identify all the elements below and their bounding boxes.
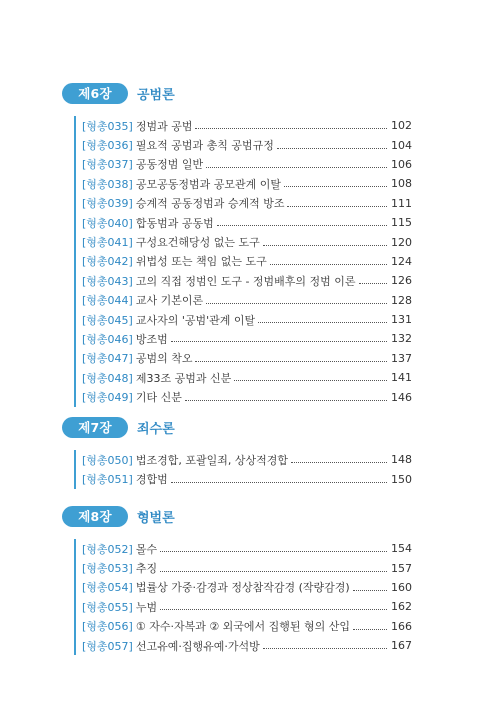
entry-page: 137: [391, 351, 412, 365]
entry-page: 132: [391, 332, 412, 346]
dot-leader: [195, 361, 387, 362]
entry-page: 160: [391, 580, 412, 594]
chapter-header: [62, 416, 412, 438]
entry-code: [형총050]: [82, 453, 133, 467]
entry-code: [형총040]: [82, 216, 133, 230]
dot-leader: [185, 400, 387, 401]
toc-entry[interactable]: [82, 636, 412, 655]
chapter-label: 제8장: [62, 506, 128, 527]
toc-entry[interactable]: [82, 539, 412, 558]
entry-title: 위법성 또는 책임 없는 도구: [135, 255, 267, 269]
toc-entries: [74, 539, 412, 655]
entry-title: 방조범: [135, 332, 168, 346]
toc-entry[interactable]: [82, 349, 412, 368]
entry-code: [형총055]: [82, 600, 133, 614]
toc-entry[interactable]: [82, 310, 412, 329]
dot-leader: [353, 629, 387, 630]
entry-page: 148: [391, 453, 412, 467]
entry-page: 154: [391, 542, 412, 556]
dot-leader: [258, 322, 387, 323]
entry-code: [형총051]: [82, 473, 133, 487]
chapter-header: [62, 505, 412, 527]
entry-title: 공동정범 일반: [135, 158, 204, 172]
entry-code: [형총042]: [82, 255, 133, 269]
chapter-title: 형벌론: [137, 510, 175, 526]
entry-title: 몰수: [135, 542, 158, 556]
entry-page: 115: [391, 216, 412, 230]
entry-title: 공모공동정범과 공모관계 이탈: [135, 177, 281, 191]
dot-leader: [171, 482, 387, 483]
entry-page: 146: [391, 390, 412, 404]
dot-leader: [160, 551, 387, 552]
entry-title: 법률상 가중·감경과 정상참작감경 (작량감경): [135, 581, 350, 595]
entry-title: 공범의 착오: [135, 352, 193, 366]
dot-leader: [291, 462, 387, 463]
entry-page: 124: [391, 254, 412, 268]
entry-page: 102: [391, 119, 412, 133]
entry-page: 106: [391, 157, 412, 171]
entry-page: 128: [391, 293, 412, 307]
toc-entry[interactable]: [82, 387, 412, 406]
toc-entry[interactable]: [82, 271, 412, 290]
dot-leader: [234, 380, 387, 381]
toc-entry[interactable]: [82, 450, 412, 469]
toc-entries: [74, 450, 412, 489]
entry-title: 구성요건해당성 없는 도구: [135, 236, 260, 250]
entry-title: 승계적 공동정범과 승계적 방조: [135, 197, 285, 211]
entry-page: 104: [391, 138, 412, 152]
toc-entry[interactable]: [82, 368, 412, 387]
entry-code: [형총038]: [82, 177, 133, 191]
dot-leader: [270, 264, 387, 265]
dot-leader: [206, 167, 387, 168]
dot-leader: [353, 590, 387, 591]
entry-page: 108: [391, 177, 412, 191]
entry-code: [형총047]: [82, 352, 133, 366]
entry-title: 정범과 공범: [135, 119, 193, 133]
entry-code: [형총044]: [82, 294, 133, 308]
entry-code: [형총056]: [82, 620, 133, 634]
dot-leader: [171, 341, 387, 342]
toc-entry[interactable]: [82, 135, 412, 154]
entry-title: 교사 기본이론: [135, 294, 204, 308]
dot-leader: [359, 283, 387, 284]
entry-title: 제33조 공범과 신분: [135, 371, 232, 385]
toc-entry[interactable]: [82, 155, 412, 174]
entry-title: 필요적 공범과 총칙 공범규정: [135, 139, 274, 153]
entry-title: 누범: [135, 600, 158, 614]
entry-code: [형총035]: [82, 119, 133, 133]
entry-title: 경합범: [135, 473, 168, 487]
entry-page: 126: [391, 274, 412, 288]
entry-code: [형총057]: [82, 639, 133, 653]
dot-leader: [277, 148, 387, 149]
dot-leader: [263, 245, 387, 246]
entry-title: 선고유예·집행유예·가석방: [135, 639, 260, 653]
entry-code: [형총046]: [82, 332, 133, 346]
entry-code: [형총048]: [82, 371, 133, 385]
entry-page: 150: [391, 472, 412, 486]
toc-entries: [74, 116, 412, 407]
toc-entry[interactable]: [82, 469, 412, 488]
entry-code: [형총039]: [82, 197, 133, 211]
entry-title: 추징: [135, 562, 158, 576]
entry-page: 167: [391, 639, 412, 653]
dot-leader: [160, 609, 387, 610]
entry-page: 157: [391, 561, 412, 575]
chapter-title: 죄수론: [137, 421, 175, 437]
chapter-6: [62, 82, 412, 407]
dot-leader: [160, 571, 387, 572]
chapter-title: 공범론: [137, 87, 175, 103]
entry-code: [형총049]: [82, 391, 133, 405]
toc-entry[interactable]: [82, 252, 412, 271]
entry-code: [형총043]: [82, 274, 133, 288]
entry-title: 기타 신분: [135, 391, 182, 405]
toc-entry[interactable]: [82, 597, 412, 616]
toc-entry[interactable]: [82, 329, 412, 348]
toc-entry[interactable]: [82, 291, 412, 310]
dot-leader: [287, 206, 387, 207]
entry-code: [형총036]: [82, 139, 133, 153]
entry-code: [형총054]: [82, 581, 133, 595]
toc-entry[interactable]: [82, 116, 412, 135]
entry-page: 166: [391, 619, 412, 633]
chapter-header: [62, 82, 412, 104]
toc-entry[interactable]: [82, 213, 412, 232]
entry-code: [형총053]: [82, 562, 133, 576]
entry-code: [형총041]: [82, 236, 133, 250]
chapter-7: [62, 416, 412, 489]
entry-title: 법조경합, 포괄일죄, 상상적경합: [135, 453, 288, 467]
toc-entry[interactable]: [82, 194, 412, 213]
toc-entry[interactable]: [82, 578, 412, 597]
toc-entry[interactable]: [82, 232, 412, 251]
dot-leader: [263, 648, 387, 649]
entry-page: 141: [391, 371, 412, 385]
toc-entry[interactable]: [82, 174, 412, 193]
entry-page: 131: [391, 313, 412, 327]
entry-page: 120: [391, 235, 412, 249]
dot-leader: [217, 225, 387, 226]
entry-title: ① 자수·자복과 ② 외국에서 집행된 형의 산입: [135, 620, 351, 634]
entry-page: 162: [391, 600, 412, 614]
entry-title: 교사자의 '공범'관계 이탈: [135, 313, 256, 327]
dot-leader: [206, 303, 387, 304]
entry-code: [형총052]: [82, 542, 133, 556]
entry-code: [형총045]: [82, 313, 133, 327]
dot-leader: [195, 128, 387, 129]
dot-leader: [284, 186, 387, 187]
entry-title: 합동범과 공동범: [135, 216, 214, 230]
entry-title: 고의 직접 정범인 도구 - 정범배후의 정범 이론: [135, 274, 356, 288]
chapter-label: 제6장: [62, 83, 128, 104]
toc-entry[interactable]: [82, 617, 412, 636]
chapter-8: [62, 505, 412, 655]
toc-entry[interactable]: [82, 558, 412, 577]
entry-page: 111: [391, 196, 412, 210]
chapter-label: 제7장: [62, 417, 128, 438]
entry-code: [형총037]: [82, 158, 133, 172]
